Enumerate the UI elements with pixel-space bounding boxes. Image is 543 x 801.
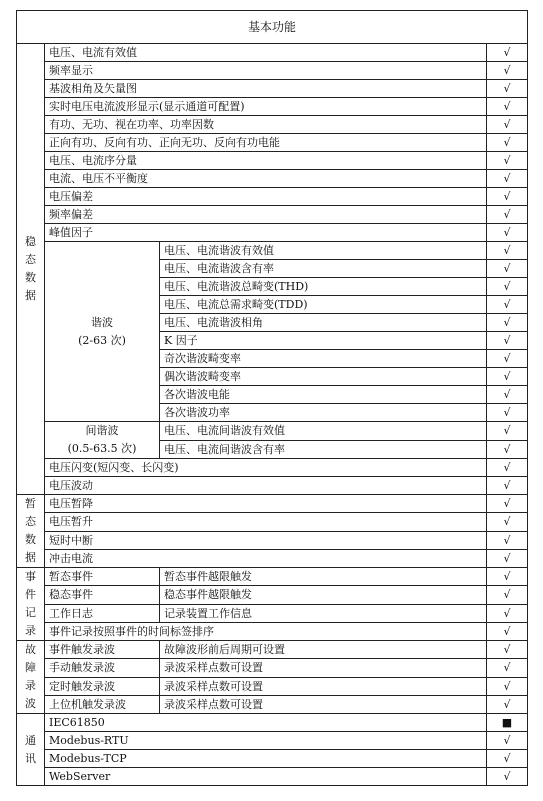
check-mark: √ (487, 134, 528, 152)
check-mark: √ (487, 98, 528, 116)
check-mark: √ (487, 477, 528, 495)
table-row (17, 62, 528, 80)
check-mark: √ (487, 278, 528, 296)
check-mark: √ (487, 242, 528, 260)
table-row (17, 513, 528, 531)
table-row (17, 188, 528, 206)
function-item: 各次谐波功率 (160, 404, 487, 422)
function-item: IEC61850 (45, 714, 487, 732)
label-char: 谐波 (91, 315, 113, 329)
label-char: 障 (25, 661, 36, 674)
table-row (17, 549, 528, 567)
function-detail: 录波采样点数可设置 (160, 695, 487, 713)
table-row (17, 44, 528, 62)
check-mark: √ (487, 404, 528, 422)
function-detail: 故障波形前后周期可设置 (160, 641, 487, 659)
table-row (17, 641, 528, 659)
function-item: 稳态事件 (45, 586, 160, 604)
label-char: 记 (25, 606, 36, 619)
function-item: 暂态事件 (45, 568, 160, 586)
table-row (17, 134, 528, 152)
table-row (17, 695, 528, 713)
check-mark: √ (487, 314, 528, 332)
function-item: 上位机触发录波 (45, 695, 160, 713)
function-item: 电压、电流间谐波含有率 (160, 440, 487, 459)
check-mark: √ (487, 732, 528, 750)
function-item: K 因子 (160, 332, 487, 350)
function-item: WebServer (45, 768, 487, 786)
group-label-steady (17, 44, 45, 495)
subgroup-label-harmonic (45, 242, 160, 422)
label-char: (0.5-63.5 次) (67, 442, 137, 455)
table-row (17, 152, 528, 170)
label-char: 讯 (25, 751, 36, 765)
function-detail: 暂态事件越限触发 (160, 568, 487, 586)
table-row (17, 768, 528, 786)
check-mark: √ (487, 224, 528, 242)
check-mark: √ (487, 677, 528, 695)
function-item: 峰值因子 (45, 224, 487, 242)
table-row (17, 477, 528, 495)
check-mark: √ (487, 44, 528, 62)
table-row (17, 714, 528, 732)
function-detail: 记录装置工作信息 (160, 604, 487, 622)
check-mark: √ (487, 152, 528, 170)
function-item: 电压、电流谐波总畸变(THD) (160, 278, 487, 296)
function-item: 正向有功、反向有功、正向无功、反向有功电能 (45, 134, 487, 152)
group-label-transient (17, 495, 45, 568)
check-mark: √ (487, 513, 528, 531)
check-mark: √ (487, 659, 528, 677)
group-label-fault (17, 641, 45, 714)
check-mark: √ (487, 422, 528, 441)
check-mark: √ (487, 531, 528, 549)
function-item: 实时电压电流波形显示(显示通道可配置) (45, 98, 487, 116)
label-char: 间谐波 (85, 424, 119, 437)
label-char: 据 (25, 551, 36, 564)
function-item: 电压闪变(短闪变、长闪变) (45, 459, 487, 477)
function-item: 有功、无功、视在功率、功率因数 (45, 116, 487, 134)
check-mark: √ (487, 549, 528, 567)
function-item: 电压偏差 (45, 188, 487, 206)
label-char: 波 (25, 697, 36, 710)
group-label-comm (17, 714, 45, 786)
table-row (17, 586, 528, 604)
function-item: 电压、电流谐波有效值 (160, 242, 487, 260)
function-item: 电压、电流谐波含有率 (160, 260, 487, 278)
check-mark: √ (487, 622, 528, 640)
table-row (17, 568, 528, 586)
check-mark: √ (487, 188, 528, 206)
function-item: 手动触发录波 (45, 659, 160, 677)
table-row (17, 495, 528, 513)
check-mark: √ (487, 62, 528, 80)
function-item: 基波相角及矢量图 (45, 80, 487, 98)
label-char: 态 (25, 515, 36, 528)
label-char: 录 (25, 624, 36, 637)
check-mark: √ (487, 296, 528, 314)
check-mark: √ (487, 80, 528, 98)
function-detail: 录波采样点数可设置 (160, 677, 487, 695)
check-mark: √ (487, 260, 528, 278)
label-char: 稳 (25, 235, 36, 248)
label-char: 录 (25, 679, 36, 692)
function-item: 短时中断 (45, 531, 487, 549)
function-item: 电压暂降 (45, 495, 487, 513)
label-char: 数 (25, 271, 36, 284)
table-row (17, 459, 528, 477)
function-item: 定时触发录波 (45, 677, 160, 695)
label-char: 态 (25, 253, 36, 266)
function-item: 频率偏差 (45, 206, 487, 224)
function-item: 电流、电压不平衡度 (45, 170, 487, 188)
table-row (17, 622, 528, 640)
table-row (17, 206, 528, 224)
label-char: 故 (25, 643, 36, 656)
function-item: 电压暂升 (45, 513, 487, 531)
table-row (17, 750, 528, 768)
table-row (17, 677, 528, 695)
table-title: 基本功能 (17, 11, 528, 44)
table-row (17, 170, 528, 188)
subgroup-label-interharmonic (45, 422, 160, 459)
function-item: Modebus-TCP (45, 750, 487, 768)
function-item: 电压、电流间谐波有效值 (160, 422, 487, 441)
label-char: 事 (25, 570, 36, 583)
label-char: 据 (25, 289, 36, 302)
function-item: 事件记录按照事件的时间标签排序 (45, 622, 487, 640)
table-row (17, 659, 528, 677)
function-item: Modebus-RTU (45, 732, 487, 750)
function-item: 偶次谐波畸变率 (160, 368, 487, 386)
function-item: 电压、电流有效值 (45, 44, 487, 62)
function-item: 电压波动 (45, 477, 487, 495)
function-detail: 录波采样点数可设置 (160, 659, 487, 677)
check-mark: √ (487, 440, 528, 459)
group-label-event (17, 568, 45, 641)
check-mark: √ (487, 495, 528, 513)
label-char: 暂 (25, 497, 36, 510)
function-item: 冲击电流 (45, 549, 487, 567)
table-row (17, 531, 528, 549)
table-row (17, 422, 528, 441)
label-char: 通 (25, 733, 36, 747)
check-mark: √ (487, 586, 528, 604)
check-mark: √ (487, 116, 528, 134)
check-mark: √ (487, 386, 528, 404)
check-mark: √ (487, 332, 528, 350)
function-table (16, 10, 528, 786)
check-mark: √ (487, 641, 528, 659)
title-row (17, 11, 528, 44)
table-row (17, 80, 528, 98)
table-row (17, 242, 528, 260)
function-item: 各次谐波电能 (160, 386, 487, 404)
function-item: 奇次谐波畸变率 (160, 350, 487, 368)
table-row (17, 732, 528, 750)
check-mark: √ (487, 750, 528, 768)
check-mark: √ (487, 768, 528, 786)
table-row (17, 224, 528, 242)
label-char: (2-63 次) (78, 333, 126, 347)
table-row (17, 98, 528, 116)
check-mark: ■ (487, 714, 528, 732)
label-char: 件 (25, 588, 36, 601)
table-row (17, 116, 528, 134)
function-item: 电压、电流序分量 (45, 152, 487, 170)
check-mark: √ (487, 568, 528, 586)
function-item: 工作日志 (45, 604, 160, 622)
function-item: 电压、电流谐波相角 (160, 314, 487, 332)
check-mark: √ (487, 368, 528, 386)
function-item: 频率显示 (45, 62, 487, 80)
check-mark: √ (487, 459, 528, 477)
check-mark: √ (487, 170, 528, 188)
label-char: 数 (25, 533, 36, 546)
check-mark: √ (487, 695, 528, 713)
check-mark: √ (487, 206, 528, 224)
table-row (17, 604, 528, 622)
check-mark: √ (487, 350, 528, 368)
function-item: 电压、电流总需求畸变(TDD) (160, 296, 487, 314)
check-mark: √ (487, 604, 528, 622)
function-detail: 稳态事件越限触发 (160, 586, 487, 604)
function-item: 事件触发录波 (45, 641, 160, 659)
